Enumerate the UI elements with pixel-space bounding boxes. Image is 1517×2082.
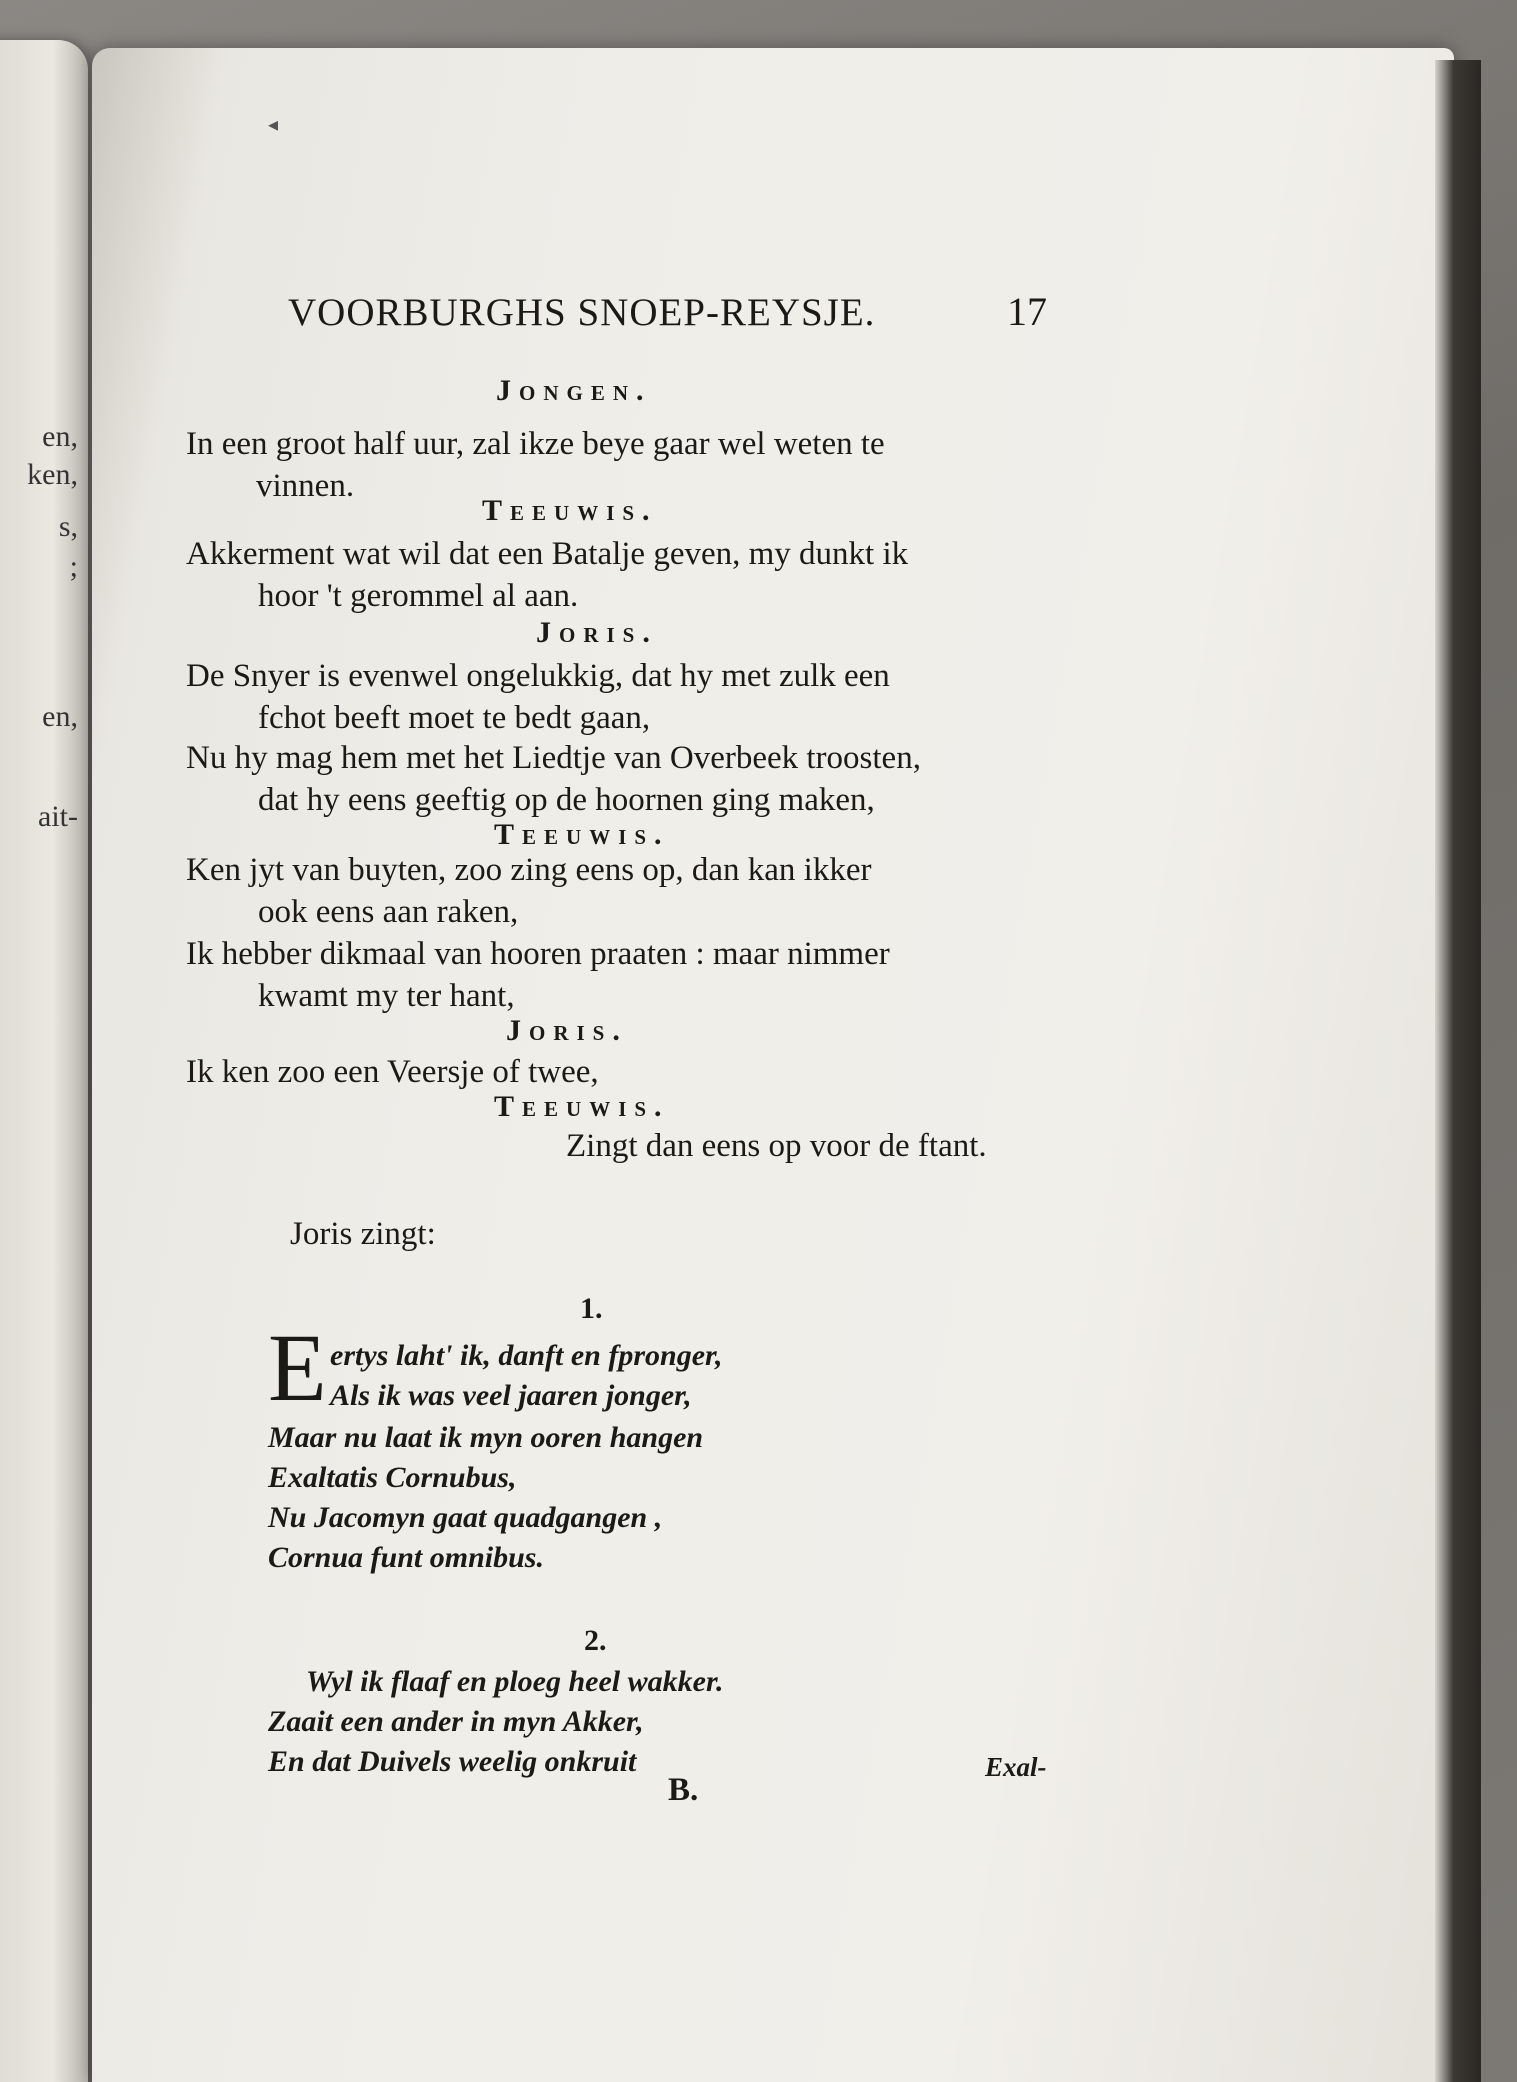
verse-line: Zaait een ander in myn Akker, <box>268 1705 644 1738</box>
text-line: Ken jyt van buyten, zoo zing eens op, dan kan ikker <box>186 852 872 888</box>
text-line: Ik ken zoo een Veersje of twee, <box>186 1054 599 1090</box>
left-page-fragment: ait- <box>38 800 78 833</box>
song-intro: Joris zingt: <box>290 1216 436 1252</box>
left-page-fragment: ; <box>69 550 78 583</box>
text-line: ook eens aan raken, <box>258 894 519 930</box>
signature-mark: B. <box>668 1772 699 1808</box>
verse-line: Exaltatis Cornubus, <box>268 1461 517 1494</box>
verse-line: Nu Jacomyn gaat quadgangen , <box>268 1501 663 1534</box>
text-line: fchot beeft moet te bedt gaan, <box>258 700 651 736</box>
verse-line: Cornua funt omnibus. <box>268 1541 544 1574</box>
speaker-heading: Joris. <box>506 1014 628 1047</box>
text-line: Ik hebber dikmaal van hooren praaten : maar nimmer <box>186 936 890 972</box>
drop-cap: E <box>268 1314 327 1421</box>
speaker-heading: Teeuwis. <box>494 1090 670 1123</box>
left-page-fragment: s, <box>58 510 78 543</box>
speaker-heading: Joris. <box>536 616 658 649</box>
book-cover-edge <box>1435 60 1481 2082</box>
text-line: dat hy eens geeftig op de hoornen ging maken, <box>258 782 875 818</box>
text-line: In een groot half uur, zal ikze beye gaar wel weten te <box>186 426 885 462</box>
text-line: hoor 't gerommel al aan. <box>258 578 579 614</box>
facing-page-edge <box>0 40 88 2082</box>
speaker-heading: Teeuwis. <box>482 494 658 527</box>
left-page-fragment: ken, <box>27 458 78 491</box>
left-page-fragment: en, <box>42 700 78 733</box>
verse-line: ertys laht' ik, danft en fpronger, <box>330 1339 723 1372</box>
running-title: VOORBURGHS SNOEP-REYSJE. <box>288 291 876 334</box>
text-line: vinnen. <box>256 468 355 504</box>
text-line: Zingt dan eens op voor de ftant. <box>566 1128 987 1164</box>
text-line: kwamt my ter hant, <box>258 978 515 1014</box>
text-line: Nu hy mag hem met het Liedtje van Overbeek troosten, <box>186 740 921 776</box>
verse-line: Maar nu laat ik myn ooren hangen <box>268 1421 704 1454</box>
text-line: De Snyer is evenwel ongelukkig, dat hy met zulk een <box>186 658 890 694</box>
text-line: Akkerment wat wil dat een Batalje geven, my dunkt ik <box>186 536 909 572</box>
verse-line: Wyl ik flaaf en ploeg heel wakker. <box>306 1665 724 1698</box>
speaker-heading: Teeuwis. <box>494 818 670 851</box>
verse-line: Als ik was veel jaaren jonger, <box>330 1379 692 1412</box>
verse-line: En dat Duivels weelig onkruit <box>268 1745 637 1778</box>
left-page-fragment: en, <box>42 420 78 453</box>
catchword: Exal- <box>985 1752 1047 1782</box>
speaker-heading: Jongen. <box>496 374 652 407</box>
verse-number: 1. <box>580 1292 603 1325</box>
verse-number: 2. <box>584 1624 607 1657</box>
ink-speck: ◂ <box>268 114 279 136</box>
page-number: 17 <box>1007 289 1047 334</box>
